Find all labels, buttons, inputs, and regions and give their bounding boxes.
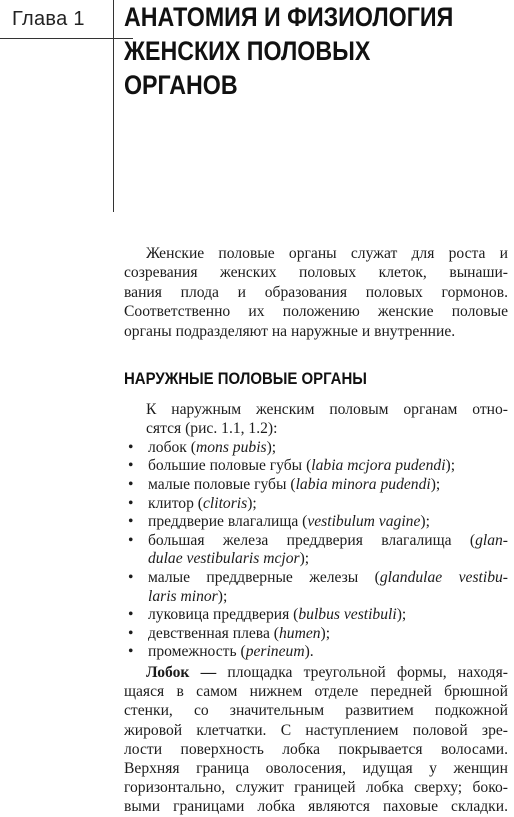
section-heading: НАРУЖНЫЕ ПОЛОВЫЕ ОРГАНЫ bbox=[124, 369, 367, 388]
header-vertical-rule bbox=[113, 0, 114, 212]
bullet: • bbox=[128, 438, 134, 456]
list-item: • лобок (mons pubis); bbox=[128, 438, 277, 456]
term-lobok: Лобок — bbox=[146, 663, 217, 681]
bullet: • bbox=[128, 457, 134, 475]
section-body bbox=[124, 400, 508, 817]
list-item: • клитор (clitoris); bbox=[128, 494, 257, 512]
list-item: • малые преддверные железы (glandulae vestibu- laris minor); bbox=[128, 568, 508, 605]
list-item: • промежность (perineum). bbox=[128, 643, 314, 661]
list-item: • малые половые губы (labia minora pudendi); bbox=[128, 476, 441, 493]
bullet: • bbox=[128, 643, 134, 661]
text-line: лости поверхность лобка покрывается волосами. bbox=[124, 740, 508, 758]
title-line: АНАТОМИЯ И ФИЗИОЛОГИЯ bbox=[124, 2, 454, 32]
chapter-title bbox=[124, 0, 454, 102]
list-item: • девственная плева (humen); bbox=[128, 624, 331, 642]
text-line: Верхняя граница оволосения, идущая у женщин bbox=[124, 759, 508, 777]
bullet: • bbox=[128, 531, 134, 549]
list-item: • луковица преддверия (bulbus vestibuli); bbox=[128, 606, 407, 624]
bullet: • bbox=[128, 513, 134, 531]
text-line: жировой клетчатки. С наступлением половой зре- bbox=[124, 721, 508, 739]
text-line: Лобок — площадка треугольной формы, находя- bbox=[146, 663, 508, 681]
chapter-label: Глава 1 bbox=[12, 8, 85, 30]
list-intro-line: сятся (рис. 1.1, 1.2): bbox=[146, 420, 278, 438]
intro-paragraph bbox=[124, 244, 508, 341]
list-intro-line: К наружным женским половым органам отно- bbox=[146, 401, 508, 418]
title-line: ЖЕНСКИХ ПОЛОВЫХ bbox=[124, 36, 371, 66]
bullet: • bbox=[128, 476, 134, 493]
title-line: ОРГАНОВ bbox=[124, 70, 238, 100]
bullet: • bbox=[128, 494, 134, 512]
lobok-paragraph bbox=[124, 663, 508, 817]
text-line: горизонтально, служит границей лобка сверху; боко- bbox=[124, 779, 508, 797]
text-line: Соответственно их положению женские половые bbox=[124, 303, 508, 321]
list-item: • преддверие влагалища (vestibulum vagine); bbox=[128, 513, 430, 531]
bullet: • bbox=[128, 606, 134, 624]
list-item: • большие половые губы (labia mcjora pudendi); bbox=[128, 457, 456, 475]
list-item: • большая железа преддверия влагалища (glan- dulae vestibularis mcjor); bbox=[128, 531, 508, 568]
text-line: Женские половые органы служат для роста и bbox=[146, 245, 508, 262]
text-line: вания плода и образования половых гормонов. bbox=[124, 283, 508, 301]
bullet: • bbox=[128, 624, 134, 642]
text-line: стенки, со значительным развитием подкожной bbox=[124, 702, 508, 720]
text-line: выми границами лобка являются паховые складки. bbox=[124, 798, 508, 816]
text-line: созревания женских половых клеток, вынаши- bbox=[124, 264, 508, 282]
bullet: • bbox=[128, 568, 134, 586]
text-line: органы подразделяют на наружные и внутренние. bbox=[124, 322, 456, 340]
text-line: щаяся в самом нижнем отделе передней брюшной bbox=[124, 683, 508, 701]
